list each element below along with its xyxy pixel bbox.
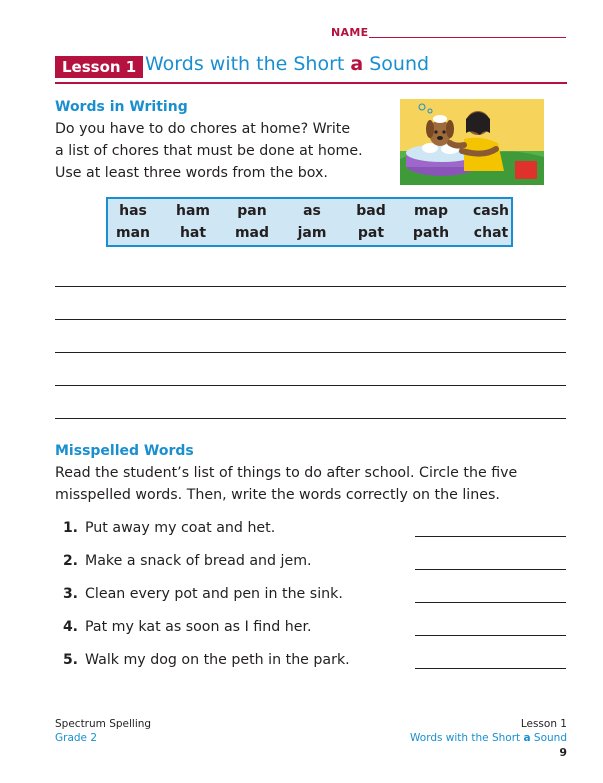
answer-line[interactable] [415,635,566,636]
item-number: 2. [62,553,78,569]
word-box-word: as [303,203,321,219]
lesson-title-before: Words with the Short [145,53,351,75]
girl-washing-dog-illustration [400,99,544,185]
writing-instructions [55,118,363,184]
answer-line[interactable] [415,602,566,603]
word-box-word: chat [473,225,509,241]
lesson-title [145,53,429,75]
answer-line[interactable] [415,668,566,669]
writing-line[interactable] [55,418,566,419]
word-box-word: has [119,203,147,219]
name-line[interactable] [369,37,566,38]
item-sentence: Clean every pot and pen in the sink. [85,586,343,602]
writing-line-3: Use at least three words from the box. [55,165,328,181]
item-sentence: Pat my kat as soon as I find her. [85,619,312,635]
footer-lesson: Lesson 1 [520,718,567,730]
word-box-word: hat [179,225,207,241]
words-in-writing-heading: Words in Writing [55,99,188,115]
writing-line[interactable] [55,319,566,320]
misspelled-line-2: misspelled words. Then, write the words correctly on the lines. [55,487,500,503]
word-box-word: man [115,225,150,241]
misspelled-instructions [55,462,517,506]
answer-line[interactable] [415,536,566,537]
item-number: 4. [62,619,78,635]
footer-lesson-title [410,732,567,744]
item-number: 3. [62,586,78,602]
footer-title-before: Words with the Short [410,732,524,744]
writing-line-1: Do you have to do chores at home? Write [55,121,351,137]
lesson-badge: Lesson 1 [55,56,143,78]
item-sentence: Make a snack of bread and jem. [85,553,312,569]
lesson-title-after: Sound [363,53,430,75]
name-label: NAME [331,26,369,39]
item-number: 1. [62,520,78,536]
item-number: 5. [62,652,78,668]
footer-grade: Grade 2 [55,732,98,744]
item-sentence: Walk my dog on the peth in the park. [85,652,350,668]
footer-title-letter: a [523,732,531,744]
header-rule [55,82,567,84]
misspelled-line-1: Read the student’s list of things to do after school. Circle the five [55,465,518,481]
item-sentence: Put away my coat and het. [85,520,276,536]
answer-line[interactable] [415,569,566,570]
word-box-word: map [413,203,449,219]
footer-title-after: Sound [530,732,567,744]
writing-line[interactable] [55,385,566,386]
writing-line[interactable] [55,286,566,287]
word-box-word: pan [237,203,267,219]
word-box-word: path [412,225,450,241]
footer-book-title: Spectrum Spelling [55,718,152,730]
word-box-word: jam [297,225,327,241]
word-box-word: bad [356,203,386,219]
word-box-word: pat [357,225,385,241]
word-box-word: cash [472,203,510,219]
writing-line-2: a list of chores that must be done at home. [55,143,363,159]
word-box-word: ham [175,203,210,219]
writing-line[interactable] [55,352,566,353]
lesson-title-letter: a [350,53,364,75]
misspelled-words-heading: Misspelled Words [55,443,194,459]
word-box [106,197,513,247]
page-number: 9 [559,746,567,759]
word-box-word: mad [234,225,270,241]
